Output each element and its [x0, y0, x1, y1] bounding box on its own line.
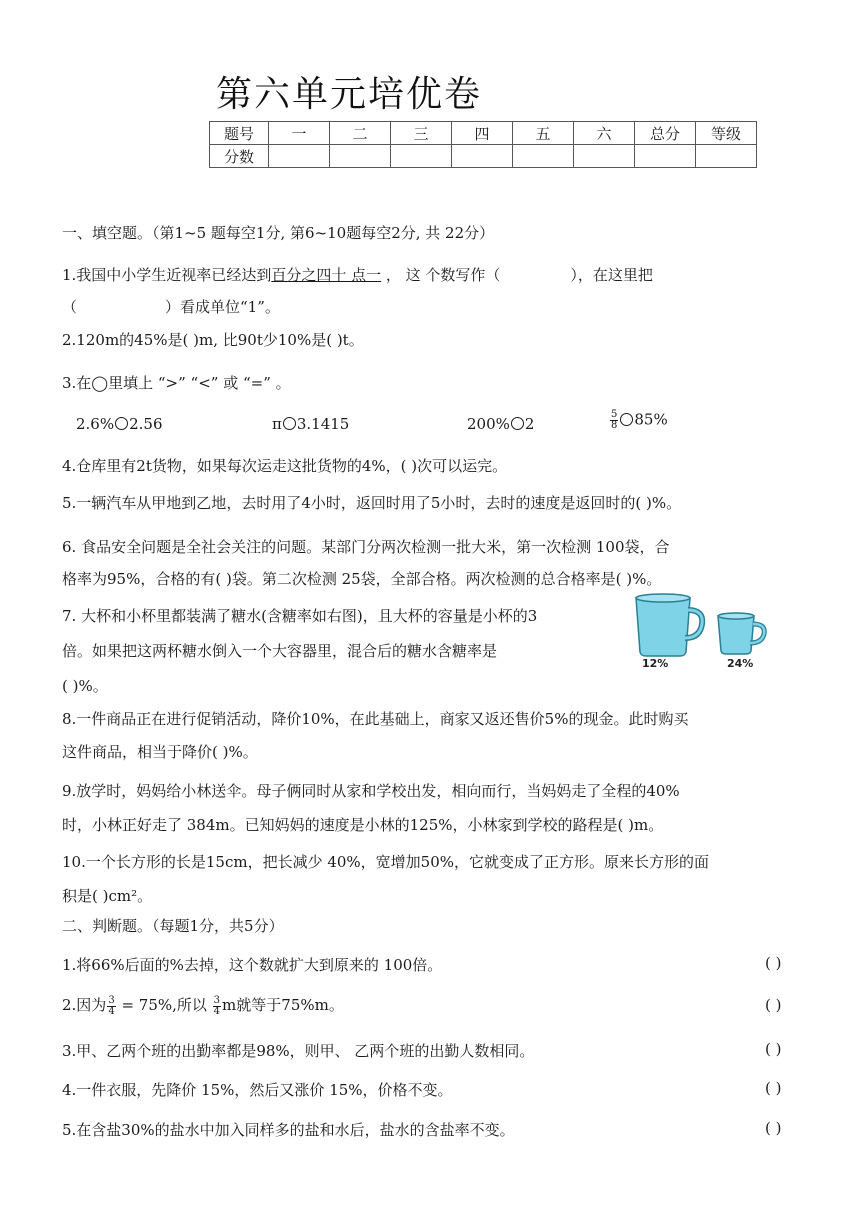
- score-row-label: 分数: [210, 145, 269, 168]
- question-3: 3.在◯里填上 “>” “<” 或 “=” 。: [62, 374, 291, 392]
- score-cell[interactable]: [513, 145, 574, 168]
- judge-question-4: 4.一件衣服，先降价 15%，然后又涨价 15%，价格不变。: [62, 1081, 453, 1099]
- judge-question-3: 3.甲、乙两个班的出勤率都是98%，则甲、 乙两个班的出勤人数相同。: [62, 1042, 535, 1060]
- compare-b-left: π: [272, 415, 282, 433]
- question-10-line-2: 积是( )cm²。: [62, 887, 153, 905]
- fraction-denominator: 4: [108, 1005, 115, 1017]
- section1-heading: 一、填空题。（第1~5 题每空1分, 第6~10题每空2分, 共 22分）: [62, 224, 495, 242]
- jq2-pre: 2.因为: [62, 996, 107, 1014]
- jq2-post: m就等于75%m。: [222, 996, 344, 1014]
- big-cup-label: 12%: [642, 657, 669, 670]
- fraction-numerator: 3: [213, 994, 221, 1006]
- score-header-cell: 六: [574, 122, 635, 145]
- fraction-denominator: 4: [213, 1005, 221, 1017]
- score-table-score-row: [210, 145, 757, 168]
- small-cup-label: 24%: [727, 657, 754, 670]
- fraction-numerator: 3: [108, 994, 115, 1006]
- section2-heading: 二、判断题。（每题1分，共5分）: [62, 917, 284, 935]
- score-cell[interactable]: [696, 145, 757, 168]
- score-cell[interactable]: [391, 145, 452, 168]
- compare-c-left: 200%: [467, 415, 510, 433]
- judge-answer-paren[interactable]: ( ): [765, 954, 782, 972]
- compare-circle-blank[interactable]: [620, 413, 633, 426]
- compare-d-right: 85%: [634, 410, 668, 429]
- cups-figure: [628, 590, 778, 662]
- question-9-line-2: 时，小林正好走了 384m。已知妈妈的速度是小林的125%，小林家到学校的路程是( )m。: [62, 816, 664, 834]
- score-header-cell: 一: [269, 122, 330, 145]
- question-5: 5.一辆汽车从甲地到乙地，去时用了4小时，返回时用了5小时，去时的速度是返回时的( )%。: [62, 494, 682, 512]
- compare-circle-blank[interactable]: [283, 417, 296, 430]
- compare-b-right: 3.1415: [296, 415, 350, 433]
- score-header-cell: 三: [391, 122, 452, 145]
- question-2: 2.120m的45%是( )m, 比90t少10%是( )t。: [62, 331, 364, 349]
- question-1-line-2: [62, 296, 280, 317]
- q1-text-pre: 1.我国中小学生近视率已经达到: [62, 266, 272, 284]
- score-cell[interactable]: [330, 145, 391, 168]
- compare-circle-blank[interactable]: [511, 417, 524, 430]
- page-title: 第六单元培优卷: [216, 74, 483, 115]
- score-cell[interactable]: [574, 145, 635, 168]
- judge-answer-paren[interactable]: ( ): [765, 1079, 782, 1097]
- score-cell[interactable]: [635, 145, 696, 168]
- fraction: [213, 996, 221, 1017]
- question-9-line-1: 9.放学时，妈妈给小林送伞。母子俩同时从家和学校出发，相向而行，当妈妈走了全程的40%: [62, 782, 680, 800]
- judge-question-2: [62, 994, 344, 1017]
- judge-answer-paren[interactable]: ( ): [765, 996, 782, 1014]
- question-6-line-1: 6. 食品安全问题是全社会关注的问题。某部门分两次检测一批大米，第一次检测 100袋，合: [62, 538, 670, 556]
- q1-text-post: ），在这里把: [570, 266, 653, 284]
- compare-item-a: [76, 415, 163, 433]
- question-1-line-1: [62, 264, 653, 285]
- score-header-cell: 总分: [635, 122, 696, 145]
- score-header-cell: 四: [452, 122, 513, 145]
- question-4: 4.仓库里有2t货物，如果每次运走这批货物的4%，( )次可以运完。: [62, 457, 508, 475]
- fraction-denominator: 8: [611, 420, 618, 431]
- q1-text-tail: ）看成单位“1”。: [165, 298, 280, 316]
- question-8-line-2: 这件商品，相当于降价( )%。: [62, 743, 258, 761]
- question-6-line-2: 格率为95%，合格的有( )袋。第二次检测 25袋，全部合格。两次检测的总合格率是( )%。: [62, 570, 662, 588]
- compare-a-left: 2.6%: [76, 415, 115, 433]
- score-header-cell: 五: [513, 122, 574, 145]
- score-header-cell: 二: [330, 122, 391, 145]
- compare-item-d: [609, 410, 668, 431]
- question-10-line-1: 10.一个长方形的长是15cm，把长减少 40%，宽增加50%，它就变成了正方形。原来长方形的面: [62, 853, 710, 871]
- judge-question-1: 1.将66%后面的%去掉，这个数就扩大到原来的 100倍。: [62, 956, 443, 974]
- score-cell[interactable]: [452, 145, 513, 168]
- compare-item-c: [467, 415, 534, 433]
- question-8-line-1: 8.一件商品正在进行促销活动，降价10%，在此基础上，商家又返还售价5%的现金。此时购买: [62, 710, 689, 728]
- question-7-line-1: 7. 大杯和小杯里都装满了糖水(含糖率如右图)，且大杯的容量是小杯的3: [62, 607, 538, 625]
- judge-question-5: 5.在含盐30%的盐水中加入同样多的盐和水后，盐水的含盐率不变。: [62, 1121, 515, 1139]
- score-cell[interactable]: [269, 145, 330, 168]
- fraction-numerator: 5: [611, 409, 618, 420]
- q1-open-paren: （: [62, 298, 78, 316]
- compare-c-right: 2: [524, 415, 535, 433]
- fraction: [610, 410, 618, 431]
- jq2-mid: = 75%,所以: [116, 996, 212, 1014]
- compare-a-right: 2.56: [129, 415, 163, 433]
- question-7-line-2: 倍。如果把这两杯糖水倒入一个大容器里，混合后的糖水含糖率是: [62, 642, 498, 660]
- score-header-cell: 等级: [696, 122, 757, 145]
- fraction: [107, 996, 115, 1017]
- big-cup-icon: [636, 594, 702, 656]
- question-7-line-3: ( )%。: [62, 677, 108, 695]
- score-table-header-row: [210, 122, 757, 145]
- compare-circle-blank[interactable]: [115, 417, 128, 430]
- q1-underlined-text: 百分之四十 点一: [271, 266, 382, 284]
- judge-answer-paren[interactable]: ( ): [765, 1119, 782, 1137]
- small-cup-icon: [718, 613, 764, 654]
- judge-answer-paren[interactable]: ( ): [765, 1040, 782, 1058]
- compare-item-b: [272, 415, 349, 433]
- q1-text-mid: ， 这 个数写作（: [381, 266, 501, 284]
- score-table: [209, 121, 757, 168]
- score-header-cell: 题号: [210, 122, 269, 145]
